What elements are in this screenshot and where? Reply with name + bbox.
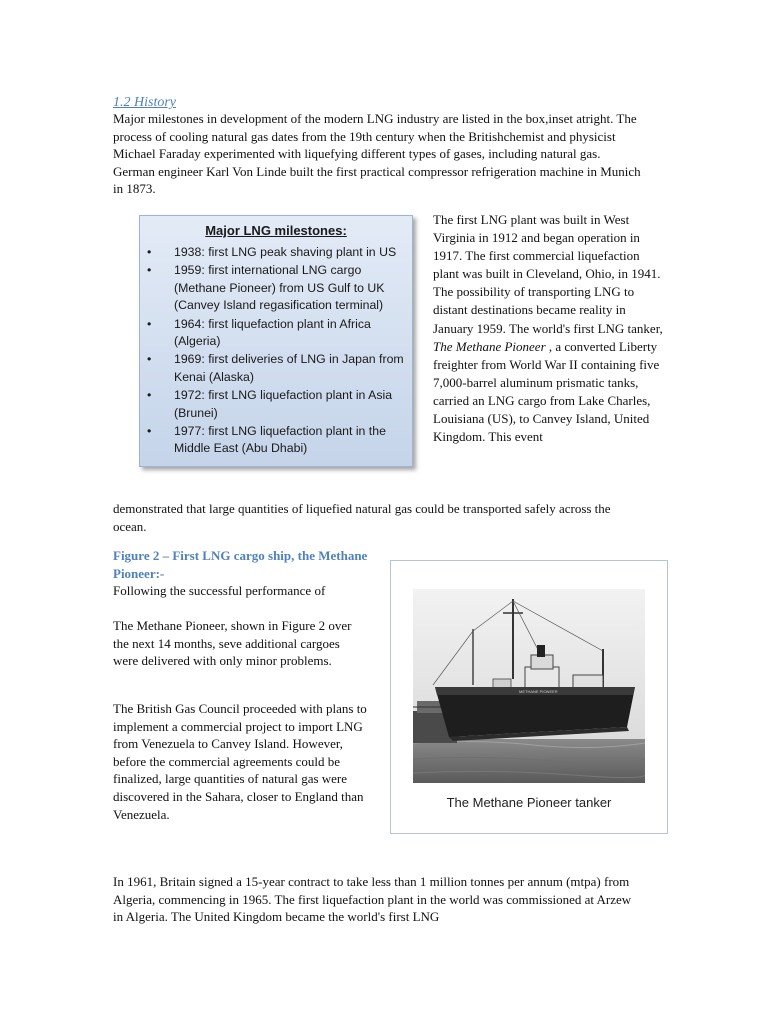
- following-line: Following the successful performance of: [113, 583, 326, 598]
- right-column-paragraph: [433, 211, 663, 446]
- right-text-a: The first LNG plant was built in West Virginia in 1912 and began operation in 1917. The first commercial liquefaction plant was built in Cleveland, Ohio, in 1941. The possibility of transporting LNG to distant destinations became reality in January 1959. The world's first LNG tanker,: [433, 212, 663, 336]
- milestone-item: [140, 387, 412, 422]
- ship-photo: [413, 589, 645, 783]
- milestone-item: [140, 423, 412, 458]
- milestones-box-title: Major LNG milestones:: [205, 223, 347, 238]
- bullet: •: [147, 316, 152, 331]
- milestone-text: 1969: first deliveries of LNG in Japan from Kenai (Alaska): [174, 352, 404, 384]
- milestone-text: 1959: first international LNG cargo (Methane Pioneer) from US Gulf to UK (Canvey Island regasification terminal): [174, 263, 385, 313]
- bullet: •: [147, 245, 152, 259]
- milestone-item: [140, 244, 412, 261]
- section-heading: 1.2 History: [113, 95, 176, 110]
- council-paragraph: The British Gas Council proceeded with plans to implement a commercial project to import LNG from Venezuela to Canvey Island. However, before the commercial agreements could be finalized, large quantities of natural gas were discovered in the Sahara, closer to England than Venezuela.: [113, 701, 367, 822]
- milestones-list: [140, 244, 412, 458]
- right-text-b: , a converted Liberty freighter from World War II containing five 7,000-barrel aluminum prismatic tanks, carried an LNG cargo from Lake Charles, Louisiana (US), to Canvey Island, United Kingdom. This event: [433, 338, 660, 445]
- hull-lettering: METHANE PIONEER: [519, 689, 558, 694]
- milestone-item: [140, 262, 412, 314]
- bullet: •: [147, 263, 152, 278]
- milestone-text: 1964: first liquefaction plant in Africa (Algeria): [174, 316, 371, 349]
- pioneer-paragraph: The Methane Pioneer, shown in Figure 2 over the next 14 months, seve additional cargoes were delivered with only minor problems.: [113, 618, 352, 669]
- final-paragraph: In 1961, Britain signed a 15-year contract to take less than 1 million tonnes per annum (mtpa) from Algeria, commencing in 1965. The first liquefaction plant in the world was commissioned at Arzew in Algeria. The United Kingdom became the world's first LNG: [113, 874, 632, 925]
- photo-caption: The Methane Pioneer tanker: [446, 795, 612, 810]
- milestone-item: [140, 316, 412, 351]
- milestone-text: 1977: first LNG liquefaction plant in the Middle East (Abu Dhabi): [174, 424, 386, 456]
- bullet: •: [147, 424, 152, 439]
- milestone-text: 1972: first LNG liquefaction plant in Asia (Brunei): [174, 388, 393, 420]
- continuation-paragraph: demonstrated that large quantities of liquefied natural gas could be transported safely across the ocean.: [113, 501, 611, 534]
- milestone-text: 1938: first LNG peak shaving plant in US: [174, 245, 397, 259]
- figure-label: Figure 2 – First LNG cargo ship, the Methane Pioneer:-: [113, 548, 368, 581]
- milestone-item: [140, 351, 412, 386]
- bullet: •: [147, 352, 152, 367]
- milestones-box: [139, 215, 413, 467]
- ship-name: The Methane Pioneer: [433, 338, 546, 354]
- figure-frame: [390, 560, 668, 834]
- intro-paragraph: Major milestones in development of the modern LNG industry are listed in the box,inset atright. The process of cooling natural gas dates from the 19th century when the Britishchemist and physicist Michael Faraday experimented with liquefying different types of gases, including natural gas. German engineer Karl Von Linde built the first practical compressor refrigeration machine in Munich in 1873.: [113, 111, 641, 197]
- bullet: •: [147, 388, 152, 403]
